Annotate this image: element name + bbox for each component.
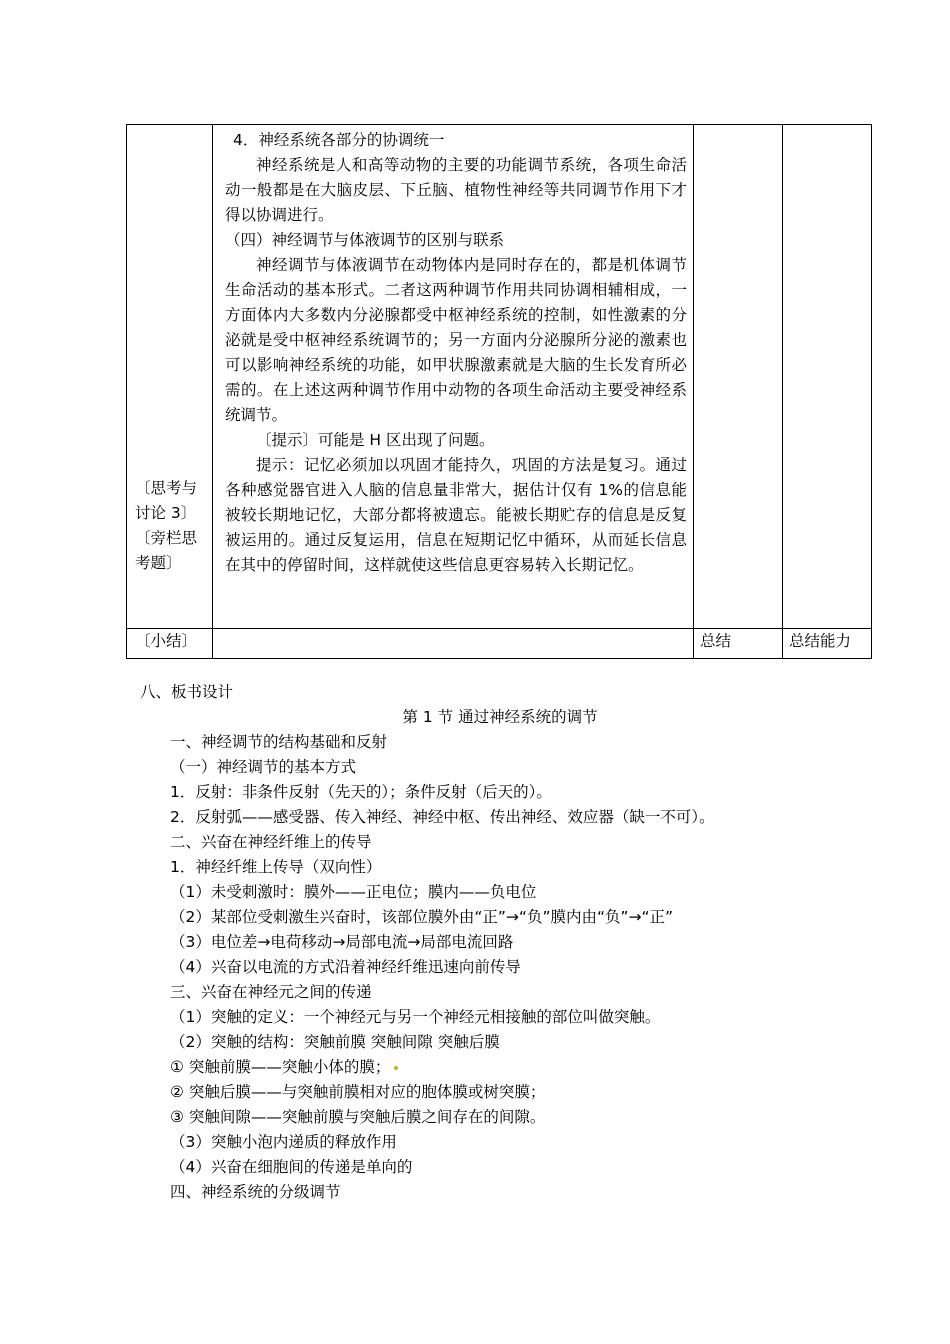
table-row [127,125,872,629]
note-sidebar-question: 〔旁栏思考题〕 [135,529,198,572]
board-line: （3）突触小泡内递质的释放作用 [170,1133,397,1151]
board-line [140,1055,820,1080]
side-notes [135,476,211,576]
empty-cell [213,629,694,659]
summary-col3: 总结 [694,629,783,659]
board-line: 1．反射：非条件反射（先天的）；条件反射（后天的）。 [170,783,552,801]
board-line: （一）神经调节的基本方式 [170,758,357,776]
board-heading: 八、板书设计 [140,683,234,701]
table-row [127,629,872,659]
board-line: 1．神经纤维上传导（双向性） [170,858,382,876]
section-title: 第 1 节 通过神经系统的调节 [402,708,598,726]
summary-col4: 总结能力 [783,629,872,659]
paragraph-heading: （四）神经调节与体液调节的区别与联系 [225,231,505,249]
lesson-table [126,124,872,659]
board-line: 四、神经系统的分级调节 [170,1183,341,1201]
board-line: （1）未受刺激时：膜外——正电位；膜内——负电位 [170,883,537,901]
board-line: （2）突触的结构：突触前膜 突触间隙 突触后膜 [170,1033,500,1051]
board-line: 2．反射弧——感受器、传入神经、神经中枢、传出神经、效应器（缺一不可）。 [170,808,715,826]
empty-cell [783,125,872,629]
paragraph-hint: 〔提示〕可能是 H 区出现了问题。 [256,431,495,449]
paragraph: 提示：记忆必须加以巩固才能持久，巩固的方法是复习。通过各种感觉器官进入人脑的信息量非常大，据估计仅有 1%的信息能被较长期地记忆，大部分都将被遗忘。能被长期贮存的信息是反复被运用的。通过反复运用，信息在短期记忆中循环，从而延长信息在其中的停留时间，这样就使这些信息更容易转入长期记忆。 [225,456,687,574]
empty-cell [694,125,783,629]
board-line-text: ① 突触前膜——突触小体的膜； [170,1058,391,1076]
summary-label: 〔小结〕 [127,629,213,659]
paragraph: 神经系统是人和高等动物的主要的功能调节系统，各项生命活动一般都是在大脑皮层、下丘脑、植物性神经等共同调节作用下才得以协调进行。 [225,156,687,224]
board-line: 三、兴奋在神经元之间的传递 [170,983,372,1001]
board-line: 二、兴奋在神经纤维上的传导 [170,833,372,851]
highlight-dot [394,1066,398,1070]
paragraph: 神经调节与体液调节在动物体内是同时存在的，都是机体调节生命活动的基本形式。二者这两种调节作用共同协调相辅相成，一方面体内大多数内分泌腺都受中枢神经系统的控制，如性激素的分泌就是受中枢神经系统调节的；另一方面内分泌腺所分泌的激素也可以影响神经系统的功能，如甲状腺激素就是大脑的生长发育所必需的。在上述这两种调节作用中动物的各项生命活动主要受神经系统调节。 [225,256,687,424]
board-design [140,680,820,1205]
note-discussion: 〔思考与讨论 3〕 [135,479,198,522]
board-line: ② 突触后膜——与突触前膜相对应的胞体膜或树突膜； [170,1083,546,1101]
content-cell [213,125,694,629]
board-line: （4）兴奋以电流的方式沿着神经纤维迅速向前传导 [170,958,521,976]
board-line: （1）突触的定义：一个神经元与另一个神经元相接触的部位叫做突触。 [170,1008,661,1026]
board-line: （2）某部位受刺激生兴奋时，该部位膜外由“正”→“负”膜内由“负”→“正” [170,908,674,926]
notes-cell [127,125,213,629]
paragraph-heading: 4．神经系统各部分的协调统一 [233,131,445,149]
board-line: 一、神经调节的结构基础和反射 [170,733,388,751]
board-line: （3）电位差→电荷移动→局部电流→局部电流回路 [170,933,514,951]
board-line: ③ 突触间隙——突触前膜与突触后膜之间存在的间隙。 [170,1108,546,1126]
board-line: （4）兴奋在细胞间的传递是单向的 [170,1158,413,1176]
